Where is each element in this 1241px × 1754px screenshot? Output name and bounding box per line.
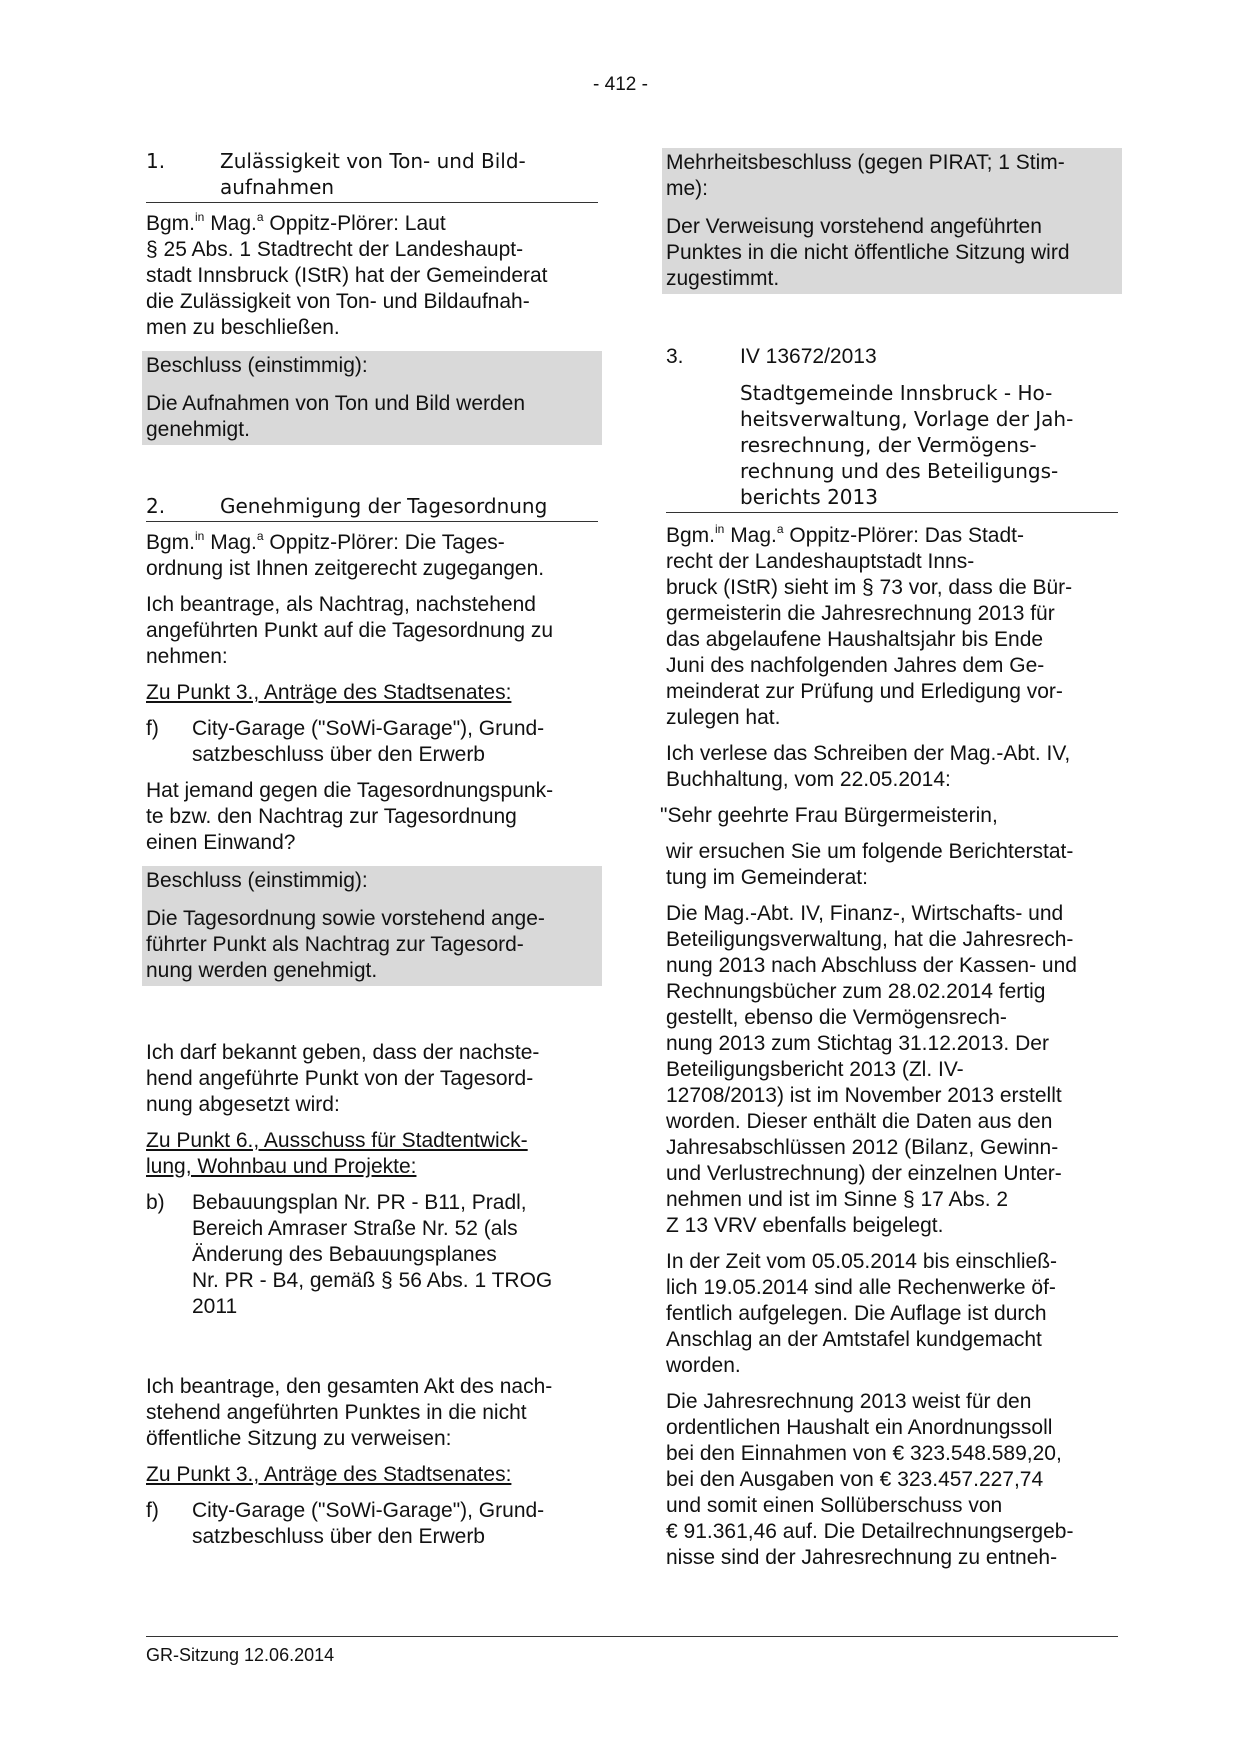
resolution-label: Beschluss (einstimmig): <box>146 354 368 377</box>
text-line: Rechnungsbücher zum 28.02.2014 fertig <box>666 980 1046 1003</box>
speaker-title: Bgm. <box>666 524 716 547</box>
text-line: Beteiligungsbericht 2013 (Zl. IV- <box>666 1058 964 1081</box>
text-line: Juni des nachfolgenden Jahres dem Ge- <box>666 654 1045 677</box>
text-line: Die Mag.-Abt. IV, Finanz-, Wirtschafts- und <box>666 902 1064 925</box>
text-line: 2011 <box>192 1295 238 1318</box>
text-line: meinderat zur Prüfung und Erledigung vor- <box>666 680 1063 703</box>
text-line: tung im Gemeinderat: <box>666 866 868 889</box>
text-line: nehmen: <box>146 645 228 668</box>
title-line: rechnung und des Beteiligungs- <box>740 459 1059 483</box>
text-line: Beteiligungsverwaltung, hat die Jahresrech- <box>666 928 1074 951</box>
text-line: zulegen hat. <box>666 706 781 729</box>
verweisung-resolution-box <box>662 148 1122 294</box>
section-4-agenda-item <box>146 1498 598 1550</box>
text-line: einen Einwand? <box>146 831 296 854</box>
resolution-label <box>666 150 1118 202</box>
section-3-agenda-reference <box>146 1128 598 1180</box>
item-marker: b) <box>146 1191 165 1214</box>
text-line: § 25 Abs. 1 Stadtrecht der Landeshaupt- <box>146 238 524 261</box>
text-line: me): <box>666 177 708 200</box>
text-line: te bzw. den Nachtrag zur Tagesordnung <box>146 805 517 828</box>
right-column <box>660 148 1118 1581</box>
text-line: hend angeführte Punkt von der Tagesord- <box>146 1067 534 1090</box>
text-line: und somit einen Sollüberschuss von <box>666 1494 1003 1517</box>
text-line: fentlich aufgelegen. Die Auflage ist durch <box>666 1302 1047 1325</box>
text-line: ordnung ist Ihnen zeitgerecht zugegangen. <box>146 557 545 580</box>
text-line: lich 19.05.2014 sind alle Rechenwerke öf- <box>666 1276 1056 1299</box>
section-4-request <box>146 1374 598 1452</box>
section-3-code: IV 13672/2013 <box>740 345 877 368</box>
item-marker: f) <box>146 1499 159 1522</box>
text-line: Punktes in die nicht öffentliche Sitzung wird <box>666 241 1070 264</box>
resolution-text <box>666 214 1118 292</box>
letter-paragraph-1 <box>666 839 1118 891</box>
spacer <box>146 1330 598 1374</box>
text-line: Nr. PR - B4, gemäß § 56 Abs. 1 TROG <box>192 1269 553 1292</box>
text-line: bruck (IStR) sieht im § 73 vor, dass die Bür- <box>666 576 1073 599</box>
title-line: berichts 2013 <box>740 485 878 509</box>
section-2-agenda-reference: Zu Punkt 3., Anträge des Stadtsenates: <box>146 681 512 704</box>
resolution-text <box>146 391 598 443</box>
text-line: In der Zeit vom 05.05.2014 bis einschließ- <box>666 1250 1058 1273</box>
text-line: germeisterin die Jahresrechnung 2013 für <box>666 602 1055 625</box>
letter-salutation: "Sehr geehrte Frau Bürgermeisterin, <box>660 804 998 827</box>
text-line: Z 13 VRV ebenfalls beigelegt. <box>666 1214 944 1237</box>
text-line: recht der Landeshauptstadt Inns- <box>666 550 975 573</box>
left-column <box>146 148 598 1560</box>
text-line: Mehrheitsbeschluss (gegen PIRAT; 1 Stim- <box>666 151 1065 174</box>
section-2-title: Genehmigung der Tagesordnung <box>220 494 548 518</box>
letter-paragraph-4 <box>666 1389 1118 1571</box>
text-line: die Zulässigkeit von Ton- und Bildaufnah- <box>146 290 530 313</box>
footer-session-date: GR-Sitzung 12.06.2014 <box>146 1645 335 1665</box>
text-line: ordentlichen Haushalt ein Anordnungssoll <box>666 1416 1053 1439</box>
letter-paragraph-3 <box>666 1249 1118 1379</box>
title-line: heitsverwaltung, Vorlage der Jah- <box>740 407 1074 431</box>
text-line: City-Garage ("SoWi-Garage"), Grund- <box>192 1499 545 1522</box>
item-text <box>192 716 598 768</box>
title-line: Stadtgemeinde Innsbruck - Ho- <box>740 381 1053 405</box>
item-text <box>192 1498 598 1550</box>
text-line: gestellt, ebenso die Vermögensrech- <box>666 1006 1007 1029</box>
text-line: und Verlustrechnung) der einzelnen Unter- <box>666 1162 1062 1185</box>
text-line: Ich beantrage, als Nachtrag, nachstehend <box>146 593 536 616</box>
text-line: Änderung des Bebauungsplanes <box>192 1243 497 1266</box>
text-line: genehmigt. <box>146 418 250 441</box>
text-line: nung abgesetzt wird: <box>146 1093 340 1116</box>
title-line: resrechnung, der Vermögens- <box>740 433 1037 457</box>
text-line: satzbeschluss über den Erwerb <box>192 1525 485 1548</box>
text-line: Anschlag an der Amtstafel kundgemacht <box>666 1328 1042 1351</box>
text-line: Bereich Amraser Straße Nr. 52 (als <box>192 1217 518 1240</box>
section-4-agenda-reference: Zu Punkt 3., Anträge des Stadtsenates: <box>146 1463 512 1486</box>
text-line: Hat jemand gegen die Tagesordnungspunk- <box>146 779 554 802</box>
spacer <box>146 996 598 1040</box>
text-line: öffentliche Sitzung zu verweisen: <box>146 1427 452 1450</box>
text-line: Zu Punkt 6., Ausschuss für Stadtentwick- <box>146 1129 528 1152</box>
item-text <box>192 1190 598 1320</box>
text-line: stadt Innsbruck (IStR) hat der Gemeinderat <box>146 264 548 287</box>
text-line: zugestimmt. <box>666 267 780 290</box>
resolution-label: Beschluss (einstimmig): <box>146 869 368 892</box>
title-line: Zulässigkeit von Ton- und Bild- <box>220 149 526 173</box>
letter-paragraph-2 <box>666 901 1118 1239</box>
text-line: € 91.361,46 auf. Die Detailrechnungsergeb- <box>666 1520 1074 1543</box>
text-line: Buchhaltung, vom 22.05.2014: <box>666 768 951 791</box>
text-line: bei den Ausgaben von € 323.457.227,74 <box>666 1468 1044 1491</box>
text-line: nehmen und ist im Sinne § 17 Abs. 2 <box>666 1188 1009 1211</box>
section-3-letter-intro <box>666 741 1118 793</box>
page-number: - 412 - <box>593 74 648 95</box>
speaker-name: Oppitz-Plörer: Laut <box>263 212 446 235</box>
text-line: Die Aufnahmen von Ton und Bild werden <box>146 392 526 415</box>
text-line: angeführten Punkt auf die Tagesordnung zu <box>146 619 554 642</box>
speaker-name: Oppitz-Plörer: Das Stadt- <box>783 524 1024 547</box>
section-1-heading <box>146 148 598 203</box>
section-2-speaker-paragraph <box>146 530 598 582</box>
text-line: bei den Einnahmen von € 323.548.589,20, <box>666 1442 1062 1465</box>
section-3-agenda-item <box>146 1190 598 1320</box>
text-line: Die Jahresrechnung 2013 weist für den <box>666 1390 1032 1413</box>
speaker-title: Bgm. <box>146 531 196 554</box>
footer-divider <box>146 1636 1118 1637</box>
section-2-agenda-item <box>146 716 598 768</box>
superscript: in <box>715 522 725 536</box>
resolution-text <box>146 906 598 984</box>
text-line: Bebauungsplan Nr. PR - B11, Pradl, <box>192 1191 527 1214</box>
text-line: führter Punkt als Nachtrag zur Tagesord- <box>146 933 524 956</box>
section-3-number-row <box>666 344 1118 370</box>
text-line: Ich darf bekannt geben, dass der nachste- <box>146 1041 540 1064</box>
text-line: Ich beantrage, den gesamten Akt des nach- <box>146 1375 553 1398</box>
spacer <box>146 455 598 493</box>
text-line: stehend angeführten Punktes in die nicht <box>146 1401 527 1424</box>
text-line: nung 2013 nach Abschluss der Kassen- und <box>666 954 1077 977</box>
section-2-heading <box>146 493 598 522</box>
speaker-title: Mag. <box>204 531 257 554</box>
superscript: a <box>256 529 264 543</box>
text-line: Ich verlese das Schreiben der Mag.-Abt. IV, <box>666 742 1071 765</box>
section-3-speaker-paragraph <box>666 523 1118 731</box>
text-line: lung, Wohnbau und Projekte: <box>146 1155 417 1178</box>
section-1-speaker-paragraph <box>146 211 598 341</box>
text-line: wir ersuchen Sie um folgende Berichterstat- <box>666 840 1074 863</box>
section-2-request-paragraph <box>146 592 598 670</box>
speaker-title: Mag. <box>724 524 777 547</box>
superscript: in <box>195 210 205 224</box>
text-line: satzbeschluss über den Erwerb <box>192 743 485 766</box>
text-line: men zu beschließen. <box>146 316 340 339</box>
superscript: a <box>776 522 784 536</box>
speaker-title: Bgm. <box>146 212 196 235</box>
section-2-number: 2. <box>146 494 166 518</box>
section-1-resolution-box <box>142 351 602 445</box>
section-3-number: 3. <box>666 345 684 368</box>
superscript: a <box>256 210 264 224</box>
title-line: aufnahmen <box>220 175 335 199</box>
speaker-name: Oppitz-Plörer: Die Tages- <box>263 531 505 554</box>
text-line: das abgelaufene Haushaltsjahr bis Ende <box>666 628 1044 651</box>
section-2-question <box>146 778 598 856</box>
section-2-resolution-box <box>142 866 602 986</box>
text-line: City-Garage ("SoWi-Garage"), Grund- <box>192 717 545 740</box>
section-1-title <box>220 148 598 200</box>
section-3-title <box>666 380 1118 513</box>
text-line: 12708/2013) ist im November 2013 erstellt <box>666 1084 1062 1107</box>
text-line: nisse sind der Jahresrechnung zu entneh- <box>666 1546 1058 1569</box>
text-line: nung werden genehmigt. <box>146 959 378 982</box>
text-line: Der Verweisung vorstehend angeführten <box>666 215 1042 238</box>
superscript: in <box>195 529 205 543</box>
section-1-number: 1. <box>146 149 166 173</box>
text-line: Jahresabschlüssen 2012 (Bilanz, Gewinn- <box>666 1136 1059 1159</box>
speaker-title: Mag. <box>204 212 257 235</box>
text-line: nung 2013 zum Stichtag 31.12.2013. Der <box>666 1032 1049 1055</box>
text-line: worden. <box>666 1354 741 1377</box>
item-marker: f) <box>146 717 159 740</box>
spacer <box>666 304 1118 344</box>
text-line: worden. Dieser enthält die Daten aus den <box>666 1110 1053 1133</box>
text-line: Die Tagesordnung sowie vorstehend ange- <box>146 907 545 930</box>
section-3-announcement <box>146 1040 598 1118</box>
